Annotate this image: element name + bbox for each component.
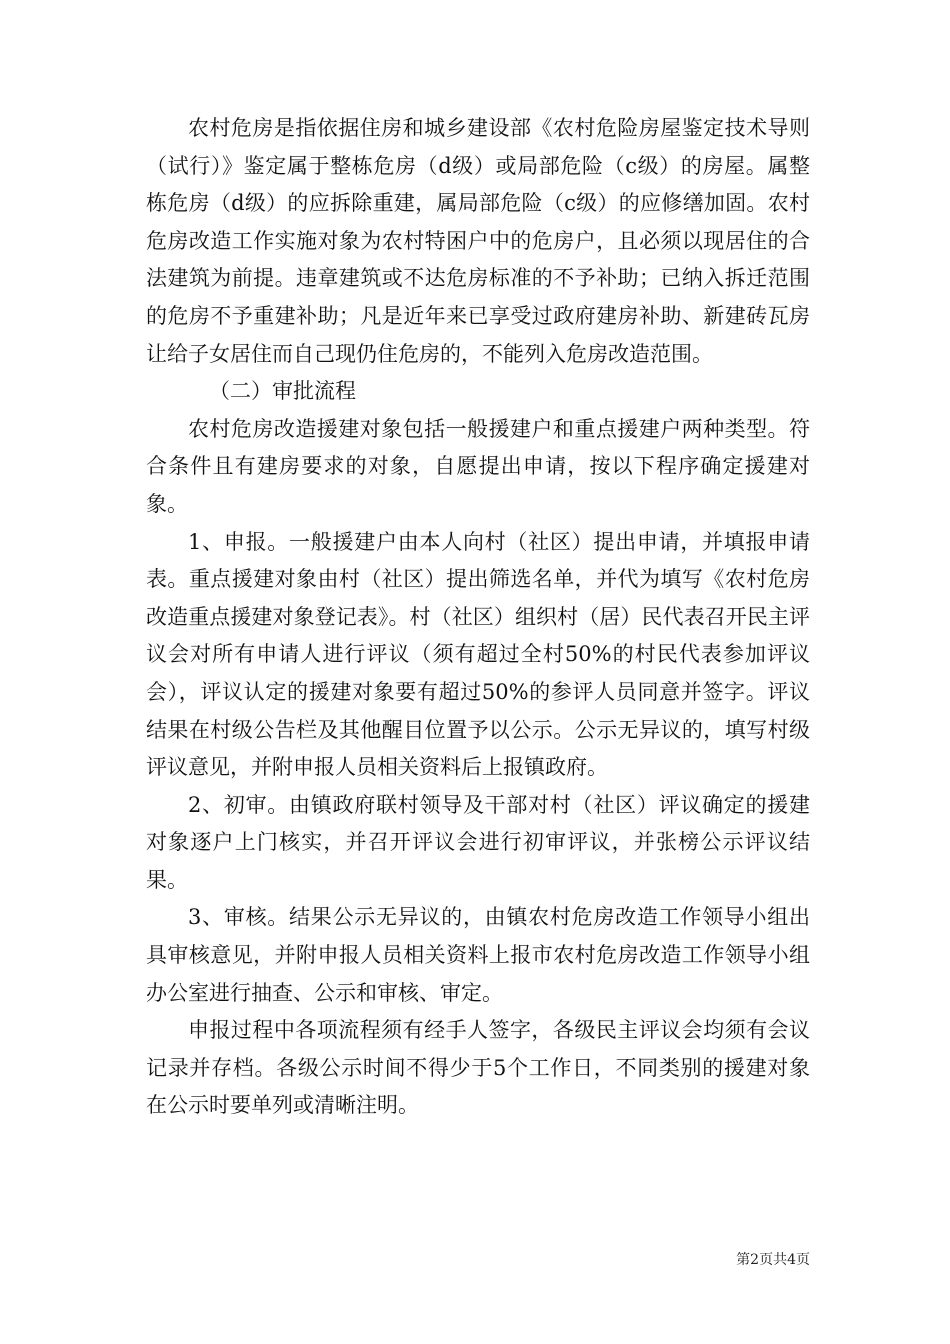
page-number-footer: 第2页共4页 [736, 1252, 810, 1268]
section-heading-approval-process: （二）审批流程 [209, 379, 356, 404]
paragraph-step-application: 1、申报。一般援建户由本人向村（社区）提出申请，并填报申请表。重点援建对象由村（社区）提出筛选名单，并代为填写《农村危房改造重点援建对象登记表》。村（社区）组织村（居）民代表召开民主评议会对所有申请人进行评议（须有超过全村50%的村民代表参加评议会），评议认定的援建对象要有超过50%的参评人员同意并签字。评议结果在村级公告栏及其他醒目位置予以公示。公示无异议的，填写村级评议意见，并附申报人员相关资料后上报镇政府。 [146, 529, 810, 780]
document-body [146, 110, 810, 1125]
paragraph-aid-target-types: 农村危房改造援建对象包括一般援建户和重点援建户两种类型。符合条件且有建房要求的对象，自愿提出申请，按以下程序确定援建对象。 [146, 416, 810, 516]
paragraph-step-audit: 3、审核。结果公示无异议的，由镇农村危房改造工作领导小组出具审核意见，并附申报人员相关资料上报市农村危房改造工作领导小组办公室进行抽查、公示和审核、审定。 [146, 905, 810, 1005]
paragraph-step-preliminary-review: 2、初审。由镇政府联村领导及干部对村（社区）评议确定的援建对象逐户上门核实，并召开评议会进行初审评议，并张榜公示评议结果。 [146, 792, 810, 892]
paragraph-rural-dangerous-house-definition: 农村危房是指依据住房和城乡建设部《农村危险房屋鉴定技术导则（试行）》鉴定属于整栋危房（d级）或局部危险（c级）的房屋。属整栋危房（d级）的应拆除重建，属局部危险（c级）的应修缮加固。农村危房改造工作实施对象为农村特困户中的危房户，且必须以现居住的合法建筑为前提。违章建筑或不达危房标准的不予补助；已纳入拆迁范围的危房不予重建补助；凡是近年来已享受过政府建房补助、新建砖瓦房让给子女居住而自己现仍住危房的，不能列入危房改造范围。 [146, 116, 810, 366]
paragraph-signature-and-publicity: 申报过程中各项流程须有经手人签字，各级民主评议会均须有会议记录并存档。各级公示时间不得少于5个工作日，不同类别的援建对象在公示时要单列或清晰注明。 [146, 1018, 810, 1118]
